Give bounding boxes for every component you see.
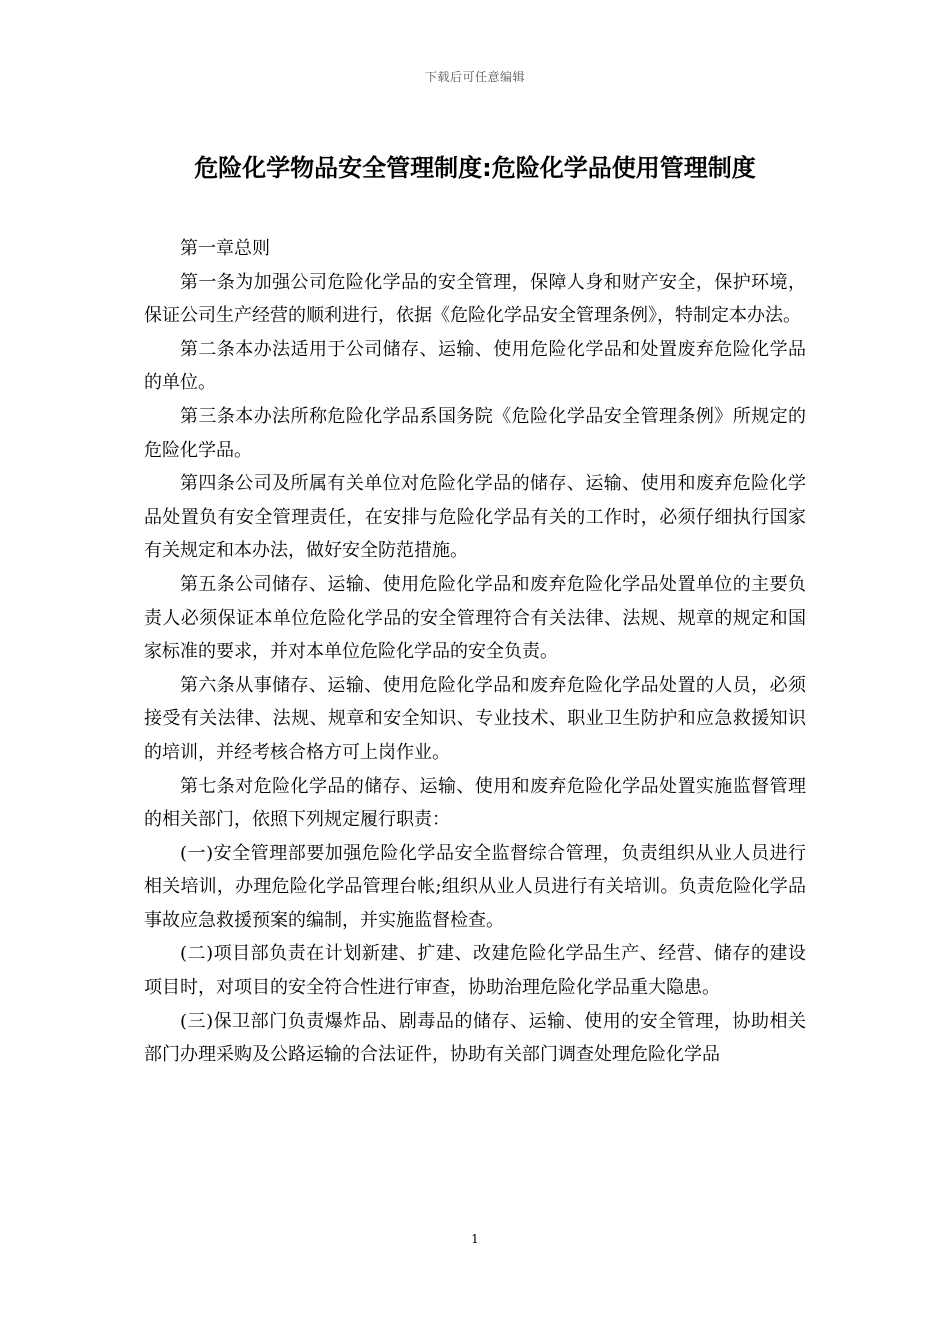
paragraph-article-4: 第四条公司及所属有关单位对危险化学品的储存、运输、使用和废弃危险化学品处置负有安全管理责任，在安排与危险化学品有关的工作时，必须仔细执行国家有关规定和本办法，做好安全防范措施。: [144, 473, 806, 562]
paragraph-article-3: 第三条本办法所称危险化学品系国务院《危险化学品安全管理条例》所规定的危险化学品。: [144, 405, 806, 461]
paragraph-article-1: 第一条为加强公司危险化学品的安全管理，保障人身和财产安全，保护环境，保证公司生产经营的顺利进行，依据《危险化学品安全管理条例》，特制定本办法。: [144, 271, 806, 327]
header-note: 下载后可任意编辑: [424, 70, 525, 84]
paragraph-article-5: 第五条公司储存、运输、使用危险化学品和废弃危险化学品处置单位的主要负责人必须保证本单位危险化学品的安全管理符合有关法律、法规、规章的规定和国家标准的要求，并对本单位危险化学品的安全负责。: [144, 573, 806, 663]
paragraph-chapter-heading: 第一章总则: [180, 238, 270, 259]
document-title: 危险化学物品安全管理制度:危险化学品使用管理制度: [194, 154, 756, 182]
paragraph-article-7: 第七条对危险化学品的储存、运输、使用和废弃危险化学品处置实施监督管理的相关部门，依照下列规定履行职责：: [144, 775, 806, 831]
page-number: 1: [471, 1232, 479, 1246]
paragraph-item-1: (一)安全管理部要加强危险化学品安全监督综合管理，负责组织从业人员进行相关培训，办理危险化学品管理台帐;组织从业人员进行有关培训。负责危险化学品事故应急救援预案的编制，并实施监督检查。: [144, 842, 806, 931]
paragraph-article-6: 第六条从事储存、运输、使用危险化学品和废弃危险化学品处置的人员，必须接受有关法律、法规、规章和安全知识、专业技术、职业卫生防护和应急救援知识的培训，并经考核合格方可上岗作业。: [144, 674, 806, 763]
paragraph-item-3: (三)保卫部门负责爆炸品、剧毒品的储存、运输、使用的安全管理，协助相关部门办理采购及公路运输的合法证件，协助有关部门调查处理危险化学品: [144, 1010, 806, 1066]
paragraph-article-2: 第二条本办法适用于公司储存、运输、使用危险化学品和处置废弃危险化学品的单位。: [144, 338, 806, 394]
paragraph-item-2: (二)项目部负责在计划新建、扩建、改建危险化学品生产、经营、储存的建设项目时，对项目的安全符合性进行审查，协助治理危险化学品重大隐患。: [144, 943, 806, 999]
document-body: [144, 232, 806, 1072]
